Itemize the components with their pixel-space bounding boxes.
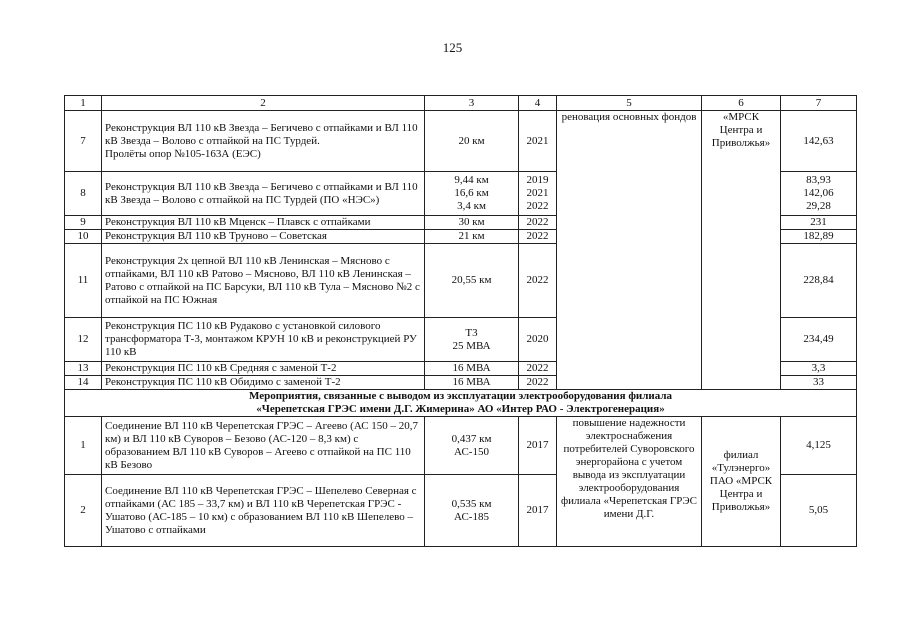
project-value: 83,93 142,06 29,28 (781, 172, 857, 216)
project-year: 2019 2021 2022 (519, 172, 557, 216)
header-cell: 5 (557, 96, 702, 111)
header-cell: 1 (65, 96, 102, 111)
project-volume: 21 км (425, 230, 519, 244)
project-volume: 16 МВА (425, 376, 519, 390)
project-year: 2022 (519, 244, 557, 318)
row-number: 10 (65, 230, 102, 244)
header-cell: 4 (519, 96, 557, 111)
project-name: Соединение ВЛ 110 кВ Черепетская ГРЭС – Агеево (АС 150 – 20,7 км) и ВЛ 110 кВ Суворов – Безово (АС-120 – 8,3 км) с образованием ВЛ 110 кВ Суворов – Агеево с отпайкой на ПС 110 кВ Безово (102, 417, 425, 475)
project-name: Соединение ВЛ 110 кВ Черепетская ГРЭС – Шепелево Северная с отпайками (АС 185 – 33,7 км) и ВЛ 110 кВ Черепетская ГРЭС - Ушатово (АС-185 – 10 км) с образованием ВЛ 110 кВ Шепелево – Ушатово с отпайками (102, 475, 425, 547)
project-volume: 16 МВА (425, 362, 519, 376)
row-number: 13 (65, 362, 102, 376)
project-year: 2022 (519, 362, 557, 376)
section-title: Мероприятия, связанные с выводом из эксплуатации электрооборудования филиала «Черепетская ГРЭС имени Д.Г. Жимерина» АО «Интер РАО - Электрогенерация» (65, 390, 857, 417)
project-name: Реконструкция ВЛ 110 кВ Мценск – Плавск с отпайками (102, 216, 425, 230)
project-owner: «МРСК Центра и Приволжья» (702, 111, 781, 390)
project-volume: 20 км (425, 111, 519, 172)
header-cell: 3 (425, 96, 519, 111)
project-value: 33 (781, 376, 857, 390)
investment-table (64, 95, 857, 547)
row-number: 12 (65, 318, 102, 362)
row-number: 14 (65, 376, 102, 390)
header-cell: 6 (702, 96, 781, 111)
project-value: 182,89 (781, 230, 857, 244)
project-name: Реконструкция 2х цепной ВЛ 110 кВ Ленинская – Мясново с отпайками, ВЛ 110 кВ Ратово – Мясново, ВЛ 110 кВ Ленинская – Ратово с отпайкой на ПС Барсуки, ВЛ 110 кВ Тула – Мясново №2 с отпайкой на ПС Южная (102, 244, 425, 318)
project-value: 4,125 (781, 417, 857, 475)
project-name: Реконструкция ВЛ 110 кВ Труново – Советская (102, 230, 425, 244)
project-volume: 20,55 км (425, 244, 519, 318)
project-name: Реконструкция ПС 110 кВ Обидимо с заменой Т-2 (102, 376, 425, 390)
row-number: 8 (65, 172, 102, 216)
project-name: Реконструкция ВЛ 110 кВ Звезда – Бегичево с отпайками и ВЛ 110 кВ Звезда – Волово с отпайкой на ПС Турдей (ПО «НЭС») (102, 172, 425, 216)
row-number: 7 (65, 111, 102, 172)
project-year: 2022 (519, 230, 557, 244)
project-value: 142,63 (781, 111, 857, 172)
project-volume: Т3 25 МВА (425, 318, 519, 362)
project-year: 2020 (519, 318, 557, 362)
project-name: Реконструкция ПС 110 кВ Средняя с заменой Т-2 (102, 362, 425, 376)
page-number: 125 (442, 40, 463, 55)
project-name: Реконструкция ВЛ 110 кВ Звезда – Бегичево с отпайками и ВЛ 110 кВ Звезда – Волово с отпайкой на ПС Турдей. Пролёты опор №105-163А (ЕЭС) (102, 111, 425, 172)
section-header-row (65, 390, 857, 417)
row-number: 1 (65, 417, 102, 475)
project-volume: 0,437 км АС-150 (425, 417, 519, 475)
project-year: 2022 (519, 216, 557, 230)
project-value: 5,05 (781, 475, 857, 547)
project-owner: филиал «Тулэнерго» ПАО «МРСК Центра и Приволжья» (702, 417, 781, 547)
project-name: Реконструкция ПС 110 кВ Рудаково с установкой силового трансформатора Т-3, монтажом КРУН 10 кВ и реконструкцией РУ 110 кВ (102, 318, 425, 362)
project-year: 2022 (519, 376, 557, 390)
row-number: 11 (65, 244, 102, 318)
header-cell: 2 (102, 96, 425, 111)
project-year: 2017 (519, 475, 557, 547)
row-number: 9 (65, 216, 102, 230)
project-volume: 9,44 км 16,6 км 3,4 км (425, 172, 519, 216)
table-row (65, 417, 857, 475)
project-year: 2017 (519, 417, 557, 475)
project-volume: 30 км (425, 216, 519, 230)
project-value: 231 (781, 216, 857, 230)
header-row (65, 96, 857, 111)
row-number: 2 (65, 475, 102, 547)
project-value: 3,3 (781, 362, 857, 376)
project-value: 234,49 (781, 318, 857, 362)
table-row (65, 111, 857, 172)
header-cell: 7 (781, 96, 857, 111)
project-purpose: реновация основных фондов (557, 111, 702, 390)
project-purpose: повышение надежности электроснабжения потребителей Суворовского энергорайона с учетом вывода из эксплуатации электрооборудования филиала «Черепетская ГРЭС имени Д.Г. (557, 417, 702, 547)
project-year: 2021 (519, 111, 557, 172)
project-value: 228,84 (781, 244, 857, 318)
project-volume: 0,535 км АС-185 (425, 475, 519, 547)
